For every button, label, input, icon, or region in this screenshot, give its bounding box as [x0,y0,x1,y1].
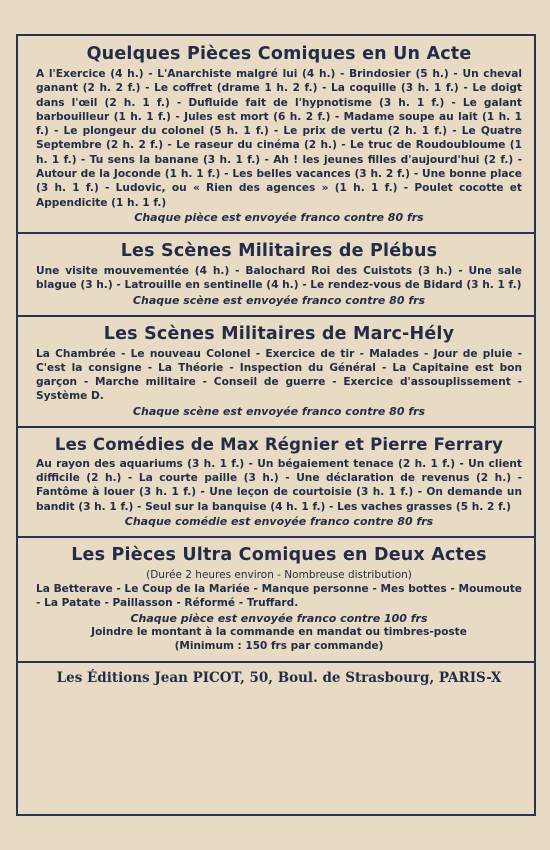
section-heading: Les Scènes Militaires de Plébus [120,240,438,261]
section-two-act-comedies [36,545,522,653]
section-divider [18,661,534,663]
section-divider [18,426,534,428]
section-marc-hely [36,324,522,418]
price-line: Chaque scène est envoyée franco contre 80 frs [132,404,426,418]
price-line: Chaque pièce est envoyée franco contre 100 frs [130,611,428,625]
order-instructions: Joindre le montant à la commande en mandat ou timbres-poste [91,625,467,638]
price-line: Chaque scène est envoyée franco contre 80 frs [132,293,426,307]
minimum-order: (Minimum : 150 frs par commande) [174,639,384,652]
section-regnier-ferrary [36,435,522,528]
price-line: Chaque comédie est envoyée franco contre 80 frs [124,514,434,528]
section-heading: Les Comédies de Max Régnier et Pierre Ferrary [54,434,504,454]
section-heading: Les Scènes Militaires de Marc-Hély [103,323,455,344]
play-list: Une visite mouvementée (4 h.) - Balochard Roi des Cuistots (3 h.) - Une sale blague (3 h.) - Latrouille en sentinelle (4 h.) - Le rendez-vous de Bidard (3 h. 1 f.) [36,264,522,292]
section-divider [18,536,534,538]
section-one-act-comedies [36,44,522,224]
section-plebus [36,241,522,307]
section-divider [18,232,534,234]
publisher-address: Les Éditions Jean PICOT, 50, Boul. de Strasbourg, PARIS-X [56,669,502,686]
play-list: La Betterave - Le Coup de la Mariée - Manque personne - Mes bottes - Moumoute - La Patate - Paillasson - Réformé - Truffard. [36,582,522,610]
catalog-frame [16,34,536,816]
play-list: A l'Exercice (4 h.) - L'Anarchiste malgré lui (4 h.) - Brindosier (5 h.) - Un cheval ganant (2 h. 2 f.) - Le coffret (drame 1 h. 2 f.) - La coquille (3 h. 1 f.) - Le doigt dans l'œil (2 h. 1 f.) - Dufluide fait de l'hypnotisme (3 h. 1 f.) - Le galant barbouilleur (1 h. 1 f.) - Jules est mort (6 h. 2 f.) - Madame soupe au lait (1 h. 1 f.) - Le plongeur du colonel (5 h. 1 f.) - Le prix de vertu (2 h. 1 f.) - Le Quatre Septembre (2 h. 2 f.) - Le raseur du cinéma (2 h.) - Le truc de Roudoubloume (1 h. 1 f.) - Tu sens la banane (3 h. 1 f.) - Ah ! les jeunes filles d'aujourd'hui (2 f.) - Autour de la Joconde (1 h. 1 f.) - Les belles vacances (3 h. 2 f.) - Une bonne place (3 h. 1 f.) - Ludovic, ou « Rien des agences » (1 h. 1 f.) - Poulet cocotte et Appendicite (1 h. 1 f.) [36,68,522,209]
section-divider [18,315,534,317]
section-heading: Quelques Pièces Comiques en Un Acte [86,44,472,64]
play-list: Au rayon des aquariums (3 h. 1 f.) - Un bégaiement tenace (2 h. 1 f.) - Un client difficile (2 h.) - La courte paille (3 h.) - Une déclaration de revenus (2 h.) - Fantôme à louer (3 h. 1 f.) - Une leçon de courtoisie (3 h. 1 f.) - On demande un bandit (3 h. 1 f.) - Seul sur la banquise (4 h. 1 f.) - Les vaches grasses (5 h. 2 f.) [36,457,522,513]
section-subtitle: (Durée 2 heures environ - Nombreuse distribution) [146,568,412,581]
price-line: Chaque pièce est envoyée franco contre 80 frs [134,210,424,224]
section-heading: Les Pièces Ultra Comiques en Deux Actes [71,544,487,565]
play-list: La Chambrée - Le nouveau Colonel - Exercice de tir - Malades - Jour de pluie - C'est la consigne - La Théorie - Inspection du Général - La Capitaine est bon garçon - Marche militaire - Conseil de guerre - Exercice d'assouplissement - Système D. [36,347,522,403]
